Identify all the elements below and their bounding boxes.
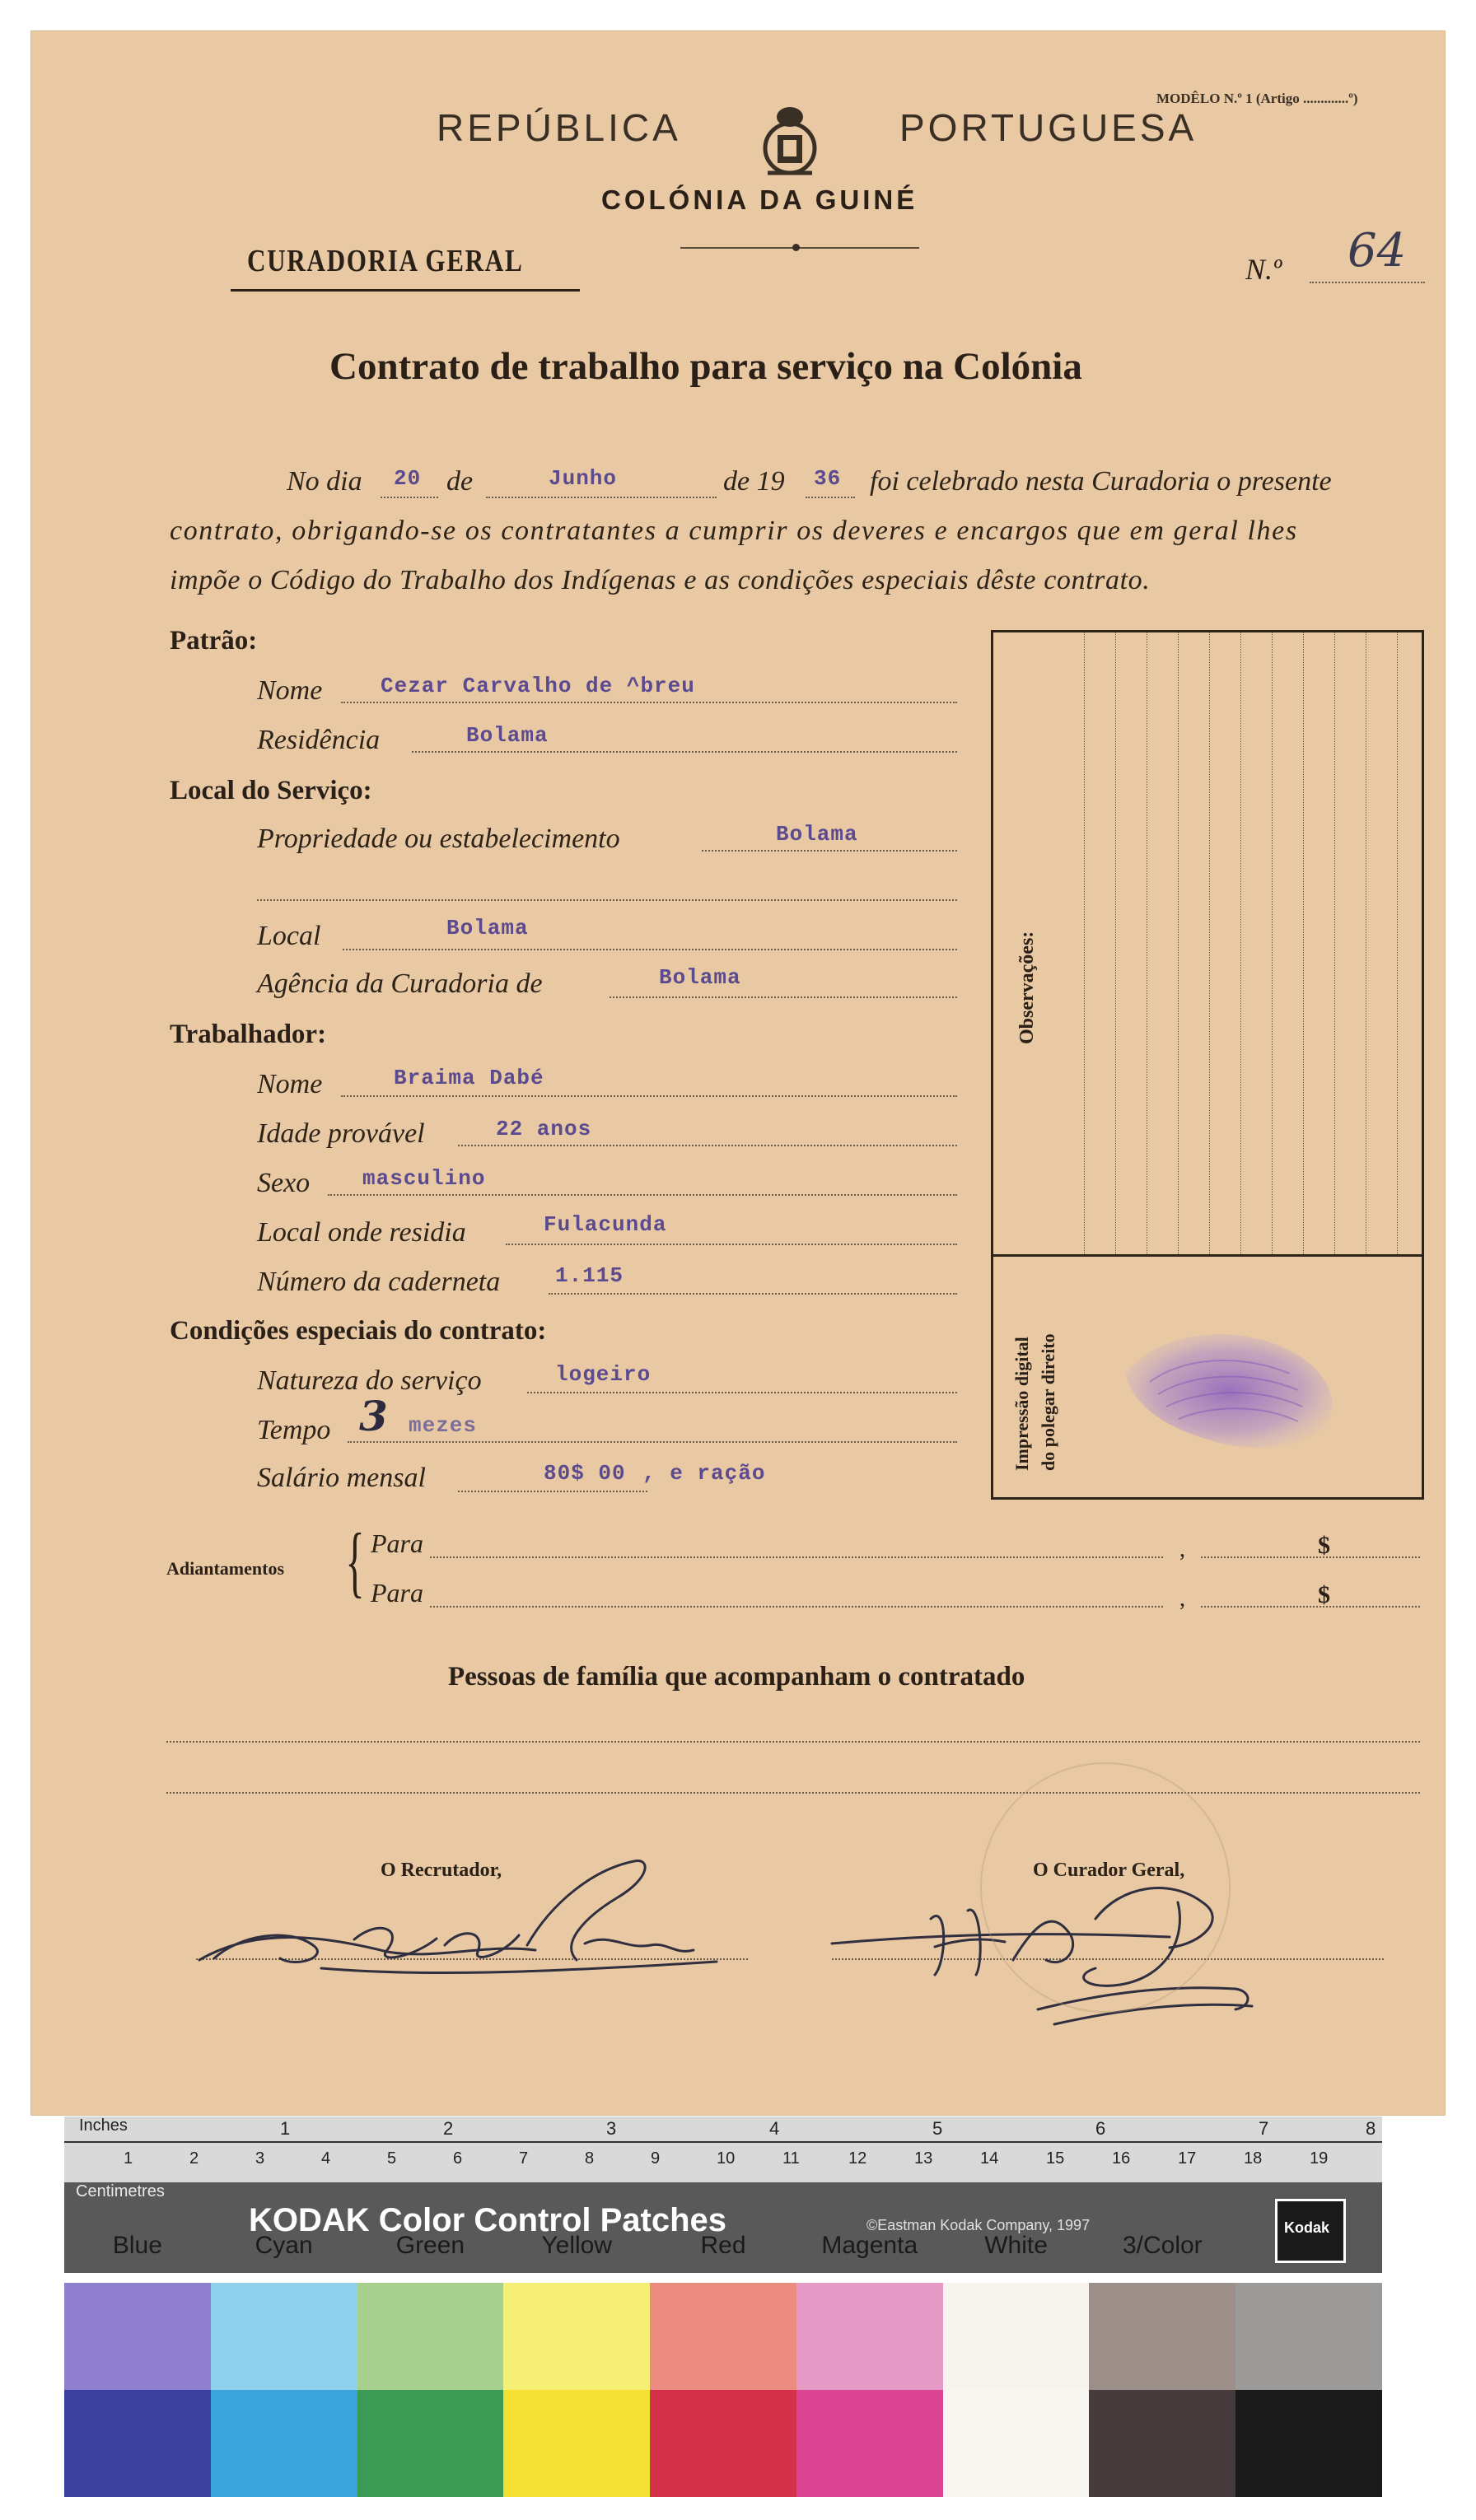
adiantamento-currency-2: $ (1318, 1581, 1330, 1608)
propriedade-line (702, 850, 957, 852)
cm-tick: 3 (255, 2149, 265, 2168)
color-patch-bottom (943, 2390, 1090, 2497)
agencia-label: Agência da Curadoria de (257, 968, 543, 999)
cm-tick: 2 (189, 2149, 199, 2168)
caderneta-line (549, 1293, 957, 1295)
cm-tick: 15 (1046, 2149, 1065, 2168)
color-patch-bottom (1235, 2390, 1382, 2497)
month-line (486, 497, 717, 498)
patch-label: Red (700, 2232, 746, 2259)
color-patch-bottom (64, 2390, 211, 2497)
salario-extra: , e ração (642, 1461, 766, 1486)
color-patch-bottom (650, 2390, 796, 2497)
natureza-value: logeiro (555, 1362, 652, 1387)
number-line (1310, 282, 1425, 283)
coat-of-arms-icon (759, 99, 820, 189)
residia-value: Fulacunda (544, 1212, 667, 1237)
idade-value: 22 anos (496, 1117, 592, 1141)
patrao-residencia-value: Bolama (466, 723, 549, 748)
familia-heading: Pessoas de família que acompanham o contratado (448, 1662, 1025, 1692)
color-patch-top (211, 2283, 357, 2390)
residia-label: Local onde residia (257, 1217, 466, 1248)
color-patch-top (64, 2283, 211, 2390)
tempo-number: 3 (359, 1392, 388, 1440)
tempo-label: Tempo (257, 1415, 331, 1445)
intro-de1: de (446, 466, 474, 497)
color-patch-bottom (357, 2390, 504, 2497)
header-republica: REPÚBLICA (437, 106, 681, 149)
residia-line (506, 1244, 957, 1245)
patrao-heading: Patrão: (170, 626, 258, 656)
salario-label: Salário mensal (257, 1463, 426, 1493)
adiantamentos-label: Adiantamentos (166, 1558, 285, 1579)
tempo-line (348, 1441, 957, 1443)
tempo-value: mezes (409, 1413, 478, 1438)
thumbprint-image (1117, 1316, 1348, 1456)
trabalhador-heading: Trabalhador: (170, 1020, 327, 1049)
cm-tick: 16 (1112, 2149, 1131, 2168)
intro-line3: impõe o Código do Trabalho dos Indígenas e as condições especiais dêste contrato. (170, 565, 1151, 595)
propriedade-value: Bolama (776, 822, 858, 847)
sexo-label: Sexo (257, 1168, 311, 1198)
sexo-line (328, 1194, 957, 1196)
intro-day: 20 (394, 466, 422, 491)
salario-line (458, 1491, 647, 1492)
centimetres-label: Centimetres (76, 2182, 165, 2200)
intro-de2: de 19 (723, 466, 785, 497)
number-value: 64 (1348, 224, 1407, 278)
ruler (64, 2116, 1382, 2182)
cm-tick: 5 (387, 2149, 397, 2168)
curador-label: O Curador Geral, (1033, 1860, 1185, 1881)
inch-tick: 5 (932, 2118, 943, 2139)
color-patch-bottom (1089, 2390, 1235, 2497)
inch-tick: 8 (1366, 2118, 1376, 2139)
inch-tick: 2 (443, 2118, 454, 2139)
impressao-label-1: Impressão digital (1011, 1337, 1032, 1471)
patch-label: Yellow (541, 2232, 613, 2259)
patch-label: 3/Color (1122, 2232, 1203, 2259)
patrao-nome-label: Nome (257, 675, 323, 706)
inch-tick: 3 (606, 2118, 617, 2139)
agencia-value: Bolama (659, 965, 741, 990)
patch-label: White (984, 2232, 1048, 2259)
patch-label: Cyan (255, 2232, 313, 2259)
adiantamento-para-2: Para (371, 1578, 423, 1608)
inches-label: Inches (79, 2116, 128, 2135)
cm-tick: 9 (651, 2149, 661, 2168)
color-patch-top (650, 2283, 796, 2390)
cm-tick: 11 (782, 2149, 800, 2168)
adiantamento-para-1: Para (371, 1528, 423, 1558)
adiantamento-currency-1: $ (1318, 1532, 1330, 1559)
cm-tick: 8 (585, 2149, 595, 2168)
kodak-title: KODAK Color Control Patches (249, 2202, 727, 2238)
idade-label: Idade provável (257, 1118, 425, 1149)
adiantamento-comma-1: , (1179, 1537, 1185, 1562)
adiantamentos-brace: { (345, 1517, 365, 1605)
color-patch-top (796, 2283, 943, 2390)
kodak-copyright: ©Eastman Kodak Company, 1997 (866, 2217, 1091, 2233)
agencia-line (610, 996, 957, 998)
color-patch-bottom (211, 2390, 357, 2497)
cm-tick: 10 (717, 2149, 736, 2168)
familia-line-1 (166, 1741, 1420, 1743)
header-portuguesa: PORTUGUESA (899, 106, 1198, 149)
curadoria-underline (231, 289, 580, 292)
year-line (806, 497, 855, 498)
trabalhador-nome-value: Braima Dabé (394, 1066, 544, 1090)
color-patch-top (943, 2283, 1090, 2390)
observacoes-box (991, 630, 1424, 1500)
embossed-seal (980, 1762, 1231, 2013)
color-patches (64, 2232, 1382, 2504)
cm-tick: 13 (914, 2149, 933, 2168)
color-patch-bottom (503, 2390, 650, 2497)
number-label: N.º (1245, 253, 1282, 286)
divider-dot (792, 244, 800, 251)
header-colonia: COLÓNIA DA GUINÉ (601, 184, 918, 215)
adiantamento-amount-line-2 (1201, 1606, 1420, 1608)
local-label: Local (257, 921, 321, 951)
natureza-line (527, 1392, 957, 1393)
cm-tick: 6 (453, 2149, 463, 2168)
observacoes-divider (993, 1254, 1422, 1257)
observacoes-label: Observações: (1016, 931, 1038, 1044)
patrao-nome-line (341, 702, 957, 703)
cm-tick: 12 (848, 2149, 867, 2168)
adiantamento-line-2 (430, 1606, 1163, 1608)
cm-tick: 1 (124, 2149, 133, 2168)
curadoria-geral: CURADORIA GERAL (247, 244, 524, 278)
intro-rest-line1: foi celebrado nesta Curadoria o presente (870, 466, 1332, 497)
color-patch-top (1089, 2283, 1235, 2390)
local-line (343, 949, 957, 950)
patch-label: Blue (112, 2232, 162, 2259)
inch-tick: 7 (1259, 2118, 1269, 2139)
patrao-nome-value: Cezar Carvalho de ^breu (381, 674, 695, 698)
intro-year: 36 (814, 466, 842, 491)
natureza-label: Natureza do serviço (257, 1365, 482, 1396)
inch-tick: 6 (1095, 2118, 1106, 2139)
contract-title: Contrato de trabalho para serviço na Colónia (329, 345, 1082, 388)
cm-tick: 18 (1244, 2149, 1263, 2168)
sexo-value: masculino (362, 1166, 486, 1191)
cm-tick: 17 (1178, 2149, 1197, 2168)
observacoes-label-wrap (1016, 830, 1036, 1044)
patch-label: Black (1278, 2232, 1339, 2259)
patch-label: Green (395, 2232, 465, 2259)
day-line (381, 497, 438, 498)
color-patch-bottom (796, 2390, 943, 2497)
impressao-label-2: do polegar direito (1038, 1333, 1058, 1471)
cm-tick: 19 (1310, 2149, 1329, 2168)
color-patch-top (503, 2283, 650, 2390)
caderneta-value: 1.115 (555, 1263, 624, 1288)
adiantamento-line-1 (430, 1556, 1163, 1558)
model-number: MODÊLO N.º 1 (Artigo .............º) (1156, 91, 1358, 106)
local-servico-heading: Local do Serviço: (170, 776, 372, 805)
cm-tick: 4 (321, 2149, 331, 2168)
patch-label: Magenta (821, 2232, 918, 2259)
caderneta-label: Número da caderneta (257, 1267, 501, 1297)
header-divider (680, 247, 919, 249)
salario-value: 80$ 00 (544, 1461, 626, 1486)
adiantamento-amount-line-1 (1201, 1556, 1420, 1558)
cm-tick: 7 (519, 2149, 529, 2168)
inch-tick: 4 (769, 2118, 780, 2139)
recrutador-signature (189, 1853, 750, 1985)
familia-line-2 (166, 1792, 1420, 1794)
inch-tick: 1 (280, 2118, 291, 2139)
trabalhador-nome-label: Nome (257, 1069, 323, 1099)
idade-line (458, 1145, 957, 1146)
propriedade-label: Propriedade ou estabelecimento (257, 824, 620, 854)
patrao-residencia-line (412, 751, 957, 753)
local-value: Bolama (446, 916, 529, 940)
condicoes-heading: Condições especiais do contrato: (170, 1316, 547, 1346)
intro-line2: contrato, obrigando-se os contratantes a cumprir os deveres e encargos que em geral lhes (170, 516, 1298, 546)
ruler-midline (64, 2141, 1382, 2143)
trabalhador-nome-line (341, 1095, 957, 1097)
color-patch-top (357, 2283, 504, 2390)
cm-tick: 14 (980, 2149, 999, 2168)
adiantamento-comma-2: , (1179, 1586, 1185, 1612)
patrao-residencia-label: Residência (257, 725, 381, 755)
color-patch-top (1235, 2283, 1382, 2390)
kodak-logo-text: Kodak (1284, 2219, 1330, 2236)
propriedade-line-2 (257, 899, 957, 901)
intro-no-dia: No dia (287, 466, 362, 497)
recrutador-label: O Recrutador, (381, 1860, 502, 1881)
intro-month: Junho (549, 466, 618, 491)
